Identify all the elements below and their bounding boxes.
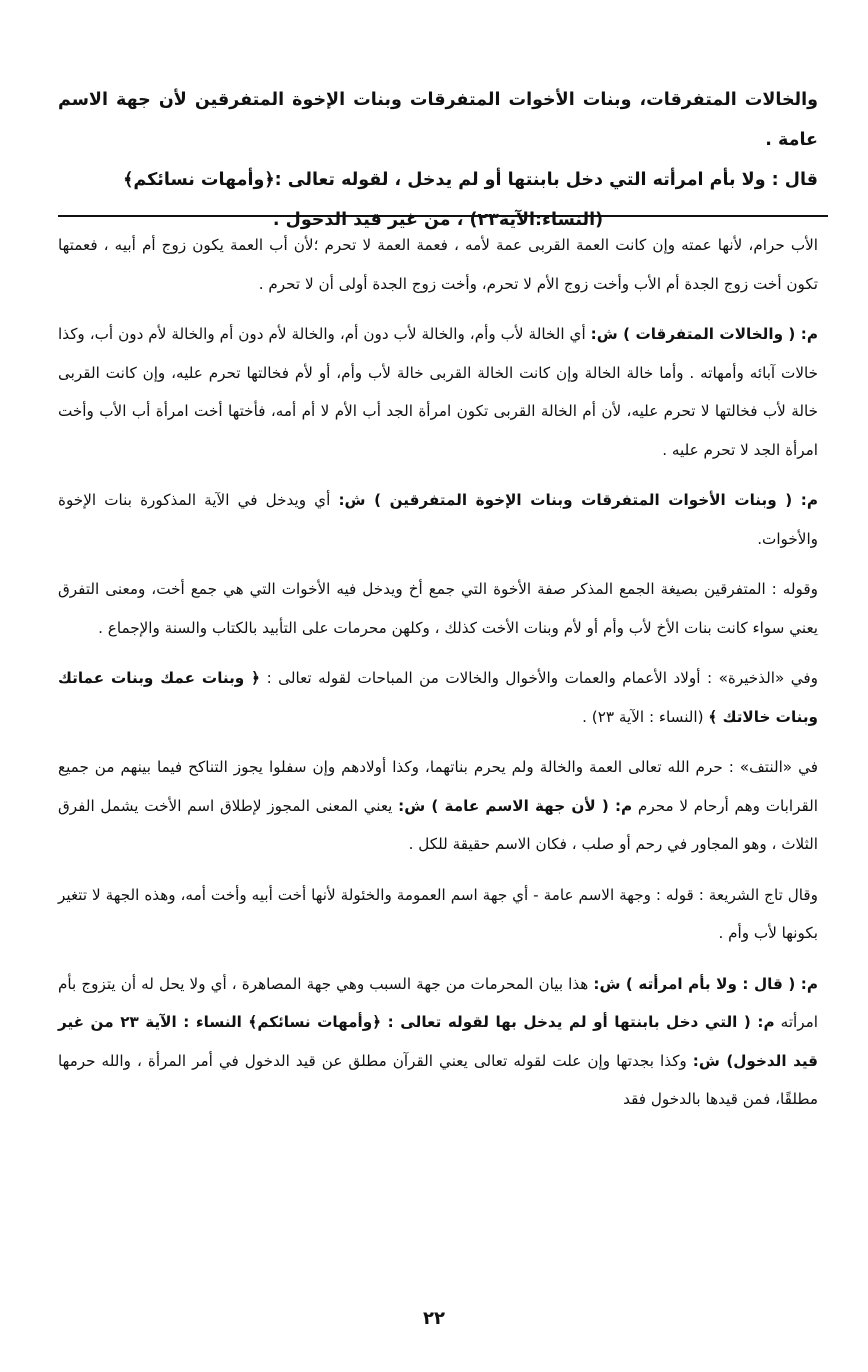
commentary-text: في «النتف» : حرم الله تعالى العمة والخالة ولم يحرم بناتهما، وكذا أولادهم وإن سفلوا يجوز التناكح فيما بينهم من جميع القرابات وهم أرحام لا محرم bbox=[58, 758, 818, 815]
quran-reference: (النساء : الآية ٢٣) . bbox=[582, 707, 709, 726]
sharh-paragraph-3 bbox=[58, 481, 818, 558]
quran-quote: ﴿ وبنات عمك وبنات عماتك وبنات خالاتك ﴾ bbox=[58, 669, 818, 726]
matn-citation: م: ( والخالات المتفرقات ) ش: bbox=[590, 325, 818, 343]
commentary-text: أي ويدخل في الآية المذكورة بنات الإخوة والأخوات. bbox=[58, 491, 818, 548]
sharh-paragraph-4: وقوله : المتفرقين بصيغة الجمع المذكر صفة الأخوة التي جمع أخ ويدخل فيه الأخوات التي هي جمع أخت، ومعنى التفرق يعني سواء كانت بنات الأخ لأب وأم أو لأم وبنات الأخت كذلك ، وكلهن محرمات على التأبيد بالكتاب والسنة والإجماع . bbox=[58, 580, 818, 637]
commentary-text: وكذا بجدتها وإن علت لقوله تعالى يعني القرآن مطلق عن قيد الدخول في أمر المرأة ، والله حرمها مطلقًا، فمن قيدها بالدخول فقد bbox=[58, 1051, 818, 1108]
sharh-text-block bbox=[58, 226, 818, 1131]
commentary-text: وفي «الذخيرة» : أولاد الأعمام والعمات والأخوال والخالات من المباحات لقوله تعالى : bbox=[266, 669, 819, 687]
sharh-paragraph-8 bbox=[58, 965, 818, 1119]
matn-line-2: قال : ولا بأم امرأته التي دخل بابنتها أو لم يدخل ، لقوله تعالى :﴿وأمهات نسائكم﴾ bbox=[123, 170, 818, 190]
matn-citation: م: ( قال : ولا بأم امرأته ) ش: bbox=[593, 974, 819, 993]
commentary-text: أي الخالة لأب وأم، والخالة لأب دون أم، والخالة لأم دون أم والخالة لأم دون أب، وكذا خالات آبائه وأمهاته . وأما خالة الخالة وإن كانت الخالة القربى خالة لأب وأم، أو لأم فخالتها تحرم عليه، وإن كانت القربى خالة لأب فخالتها لا تحرم عليه، لأن أم الخالة القربى تكون امرأة الجد أب الأم لا أم أمه، فأختها أخت امرأة أب الأب وأخت امرأة الجد لا تحرم عليه . bbox=[58, 325, 818, 459]
matn-citation: م: ( وبنات الأخوات المتفرقات وبنات الإخوة المتفرقين ) ش: bbox=[338, 491, 818, 509]
matn-line-1: والخالات المتفرقات، وبنات الأخوات المتفرقات وبنات الإخوة المتفرقين لأن جهة الاسم عامة . bbox=[58, 90, 818, 150]
sharh-paragraph-5 bbox=[58, 659, 818, 736]
matn-citation: م: ( التي دخل بابنتها أو لم يدخل بها لقوله تعالى : ﴿وأمهات نسائكم﴾ النساء : الآية ٢٣ من غير قيد الدخول) ش: bbox=[58, 1013, 818, 1070]
sharh-paragraph-6 bbox=[58, 748, 818, 864]
sharh-paragraph-1: الأب حرام، لأنها عمته وإن كانت العمة القربى عمة لأمه ، فعمة العمة لا تحرم ؛لأن أب العمة يكون زوج أم أبيه ، فعمتها تكون أخت زوج الجدة أم الأب وأخت زوج الأم لا تحرم، وأخت زوج الجدة أولى أن لا تحرم . bbox=[58, 236, 818, 293]
commentary-text: يعني المعنى المجوز لإطلاق اسم الأخت يشمل الفرق الثلاث ، وهو المجاور في رحم أو صلب ، فكان الاسم حقيقة للكل . bbox=[58, 796, 818, 853]
matn-line-3: (النساء:الآية٢٣) ، من غير قيد الدخول . bbox=[272, 210, 604, 230]
matn-citation: م: ( لأن جهة الاسم عامة ) ش: bbox=[398, 796, 633, 815]
separator-rule bbox=[58, 215, 828, 217]
page-number: ٢٢ bbox=[423, 1308, 445, 1329]
commentary-text: هذا بيان المحرمات من جهة السبب وهي جهة المصاهرة ، أي ولا يحل له أن يتزوج بأم امرأته bbox=[58, 974, 818, 1031]
sharh-paragraph-2 bbox=[58, 315, 818, 469]
sharh-paragraph-7: وقال تاج الشريعة : قوله : وجهة الاسم عامة - أي جهة اسم العمومة والخئولة لأنها أخت أبيه وأخت أمه، وهذه الجهة لا تتغير بكونها لأب وأم . bbox=[58, 885, 818, 942]
